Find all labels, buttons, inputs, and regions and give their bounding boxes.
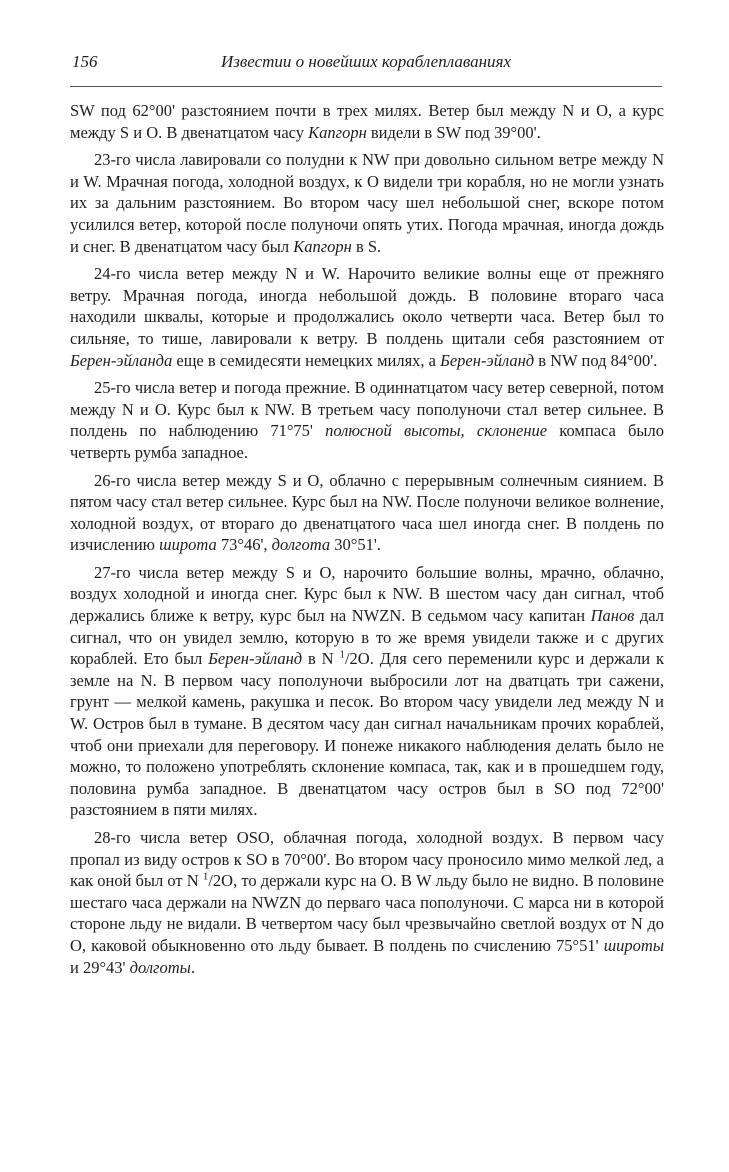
text-run: SW под 62°00' разстоянием почти в трех милях. Ветер был между N и O, а курс между S и O. В двенатцатом часу <box>70 101 664 142</box>
paragraph-p0 <box>70 100 664 143</box>
italic-term: Берен-эйланд <box>440 350 535 370</box>
italic-term: Берен-эйланда <box>70 350 173 370</box>
text-run: /2O, то держали курс на O. В W льду было не видно. В половине шестаго часа держали на NWZN до перваго часа пополуночи. С марса ни в которой стороне льду не видали. В четвертом часу был чрезвычайно светлой воздух от N до O, каковой обыкновенно ото льду бывает. В полдень по счислению 75°51' <box>70 871 664 955</box>
text-run: 26-го числа ветер между S и O, облачно с перерывным солнечным сиянием. В пятом часу стал ветер сильнее. Курс был на NW. После полуночи великое волнение, холодной воздух, от втораго до двенатцатого часа шел иногда снег. В полдень по изчислению <box>70 470 664 555</box>
text-run: 23-го числа лавировали со полудни к NW при довольно сильном ветре между N и W. Мрачная погода, холодной воздух, к O видели три корабля, но не могли узнать их за дальним разстоянием. Во втором часу шел небольшой снег, вскоре потом усилился ветер, которой после полуночи опять утих. Погода мрачная, иногда дождь и снег. В двенатцатом часу был <box>70 150 664 256</box>
text-run: видели в SW под 39°00'. <box>366 122 541 142</box>
paragraph-p1 <box>70 149 664 257</box>
page-number: 156 <box>72 52 98 71</box>
italic-term: полюсной высоты, склонение <box>325 421 548 441</box>
italic-term: Капгорн <box>308 122 367 142</box>
italic-term: Панов <box>590 606 635 626</box>
italic-term: Капгорн <box>293 236 352 256</box>
superscript: 1 <box>202 870 209 883</box>
paragraph-p6 <box>70 827 664 978</box>
paragraph-p2 <box>70 263 664 371</box>
page-body <box>70 100 664 984</box>
text-run: еще в семидесяти немецких милях, а <box>172 350 441 370</box>
superscript: 1 <box>339 648 345 661</box>
italic-term: широты <box>603 935 664 955</box>
page-header <box>70 52 662 87</box>
running-title: Известии о новейших кораблеплаваниях <box>221 52 511 71</box>
paragraph-p4 <box>70 470 664 556</box>
text-run: в NW под 84°00'. <box>534 350 658 370</box>
paragraph-p3 <box>70 377 664 463</box>
text-run: 30°51'. <box>330 535 381 555</box>
text-run: в S. <box>351 236 382 256</box>
italic-term: широта <box>159 535 217 555</box>
italic-term: долгота <box>271 535 331 555</box>
text-run: . <box>190 957 195 977</box>
italic-term: Берен-эйланд <box>208 649 303 669</box>
text-run: компаса было четверть румба западное. <box>70 421 665 462</box>
text-run: 24-го числа ветер между N и W. Нарочито великие волны еще от прежняго ветру. Мрачная погода, иногда небольшой дождь. В половине втораго часа находили шквалы, которые и продолжались около четверти часа. Ветер был то сильняе, то тише, лавировали к ветру. В полдень щитали себя разстоянием от <box>70 264 664 348</box>
text-run: в N <box>302 649 340 669</box>
text-run: и 29°43' <box>70 957 130 977</box>
text-run: дал сигнал, что он увидел землю, которую в то же время увидели также и с других кораблей. Ето был <box>70 606 664 669</box>
paragraph-p5 <box>70 562 664 821</box>
italic-term: долготы <box>129 957 191 977</box>
text-run: 25-го числа ветер и погода прежние. В одиннатцатом часу ветер северной, потом между N и O. Курс был к NW. В третьем часу пополуночи стал ветер сильнее. В полдень по наблюдению 71°75' <box>70 378 664 441</box>
text-run: /2O. Для сего переменили курс и держали к земле на N. В первом часу пополуночи выбросили лот на дватцать три сажени, грунт — мелкой камень, ракушка и песок. Во втором часу увидели лед между N и W. Остров был в тумане. В десятом часу дан сигнал начальникам прочих кораблей, чтоб они приехали для переговору. И понеже никакого наблюдения делать было не можно, то положено употреблять склонение компаса, так, как и в прошедшем году, половина румба западное. В двенатцатом часу остров был в SO под 72°00' разстоянием в пяти милях. <box>70 649 664 820</box>
text-run: 73°46', <box>216 535 272 555</box>
text-run: 28-го числа ветер OSO, облачная погода, холодной воздух. В первом часу пропал из виду остров к SO в 70°00'. Во втором часу проносило мимо мелкой лед, а как оной был от N <box>70 828 664 891</box>
text-run: 27-го числа ветер между S и O, нарочито большие волны, мрачно, облачно, воздух холодной и иногда снег. Курс был к NW. В шестом часу дан сигнал, чтоб держались ближе к ветру, курс был на NWZN. В седьмом часу капитан <box>70 562 664 626</box>
